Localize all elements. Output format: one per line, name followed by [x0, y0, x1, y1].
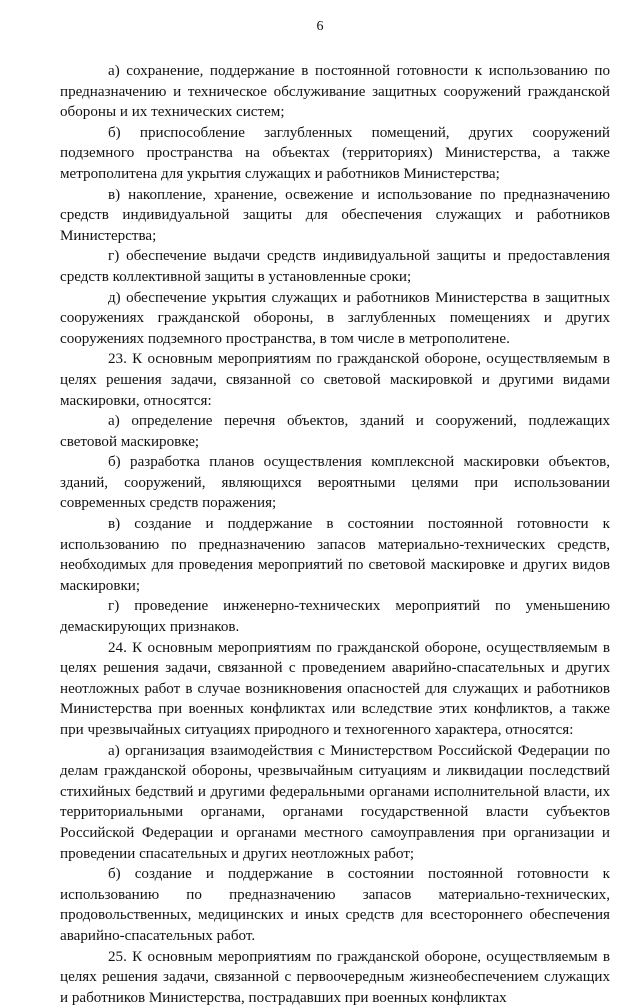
paragraph-23d: г) проведение инженерно-технических мероприятий по уменьшению демаскирующих признаков.	[60, 598, 610, 636]
paragraph-24: 24. К основным мероприятиям по гражданской обороне, осуществляемым в целях решения задачи, связанной с проведением аварийно-спасательных и других неотложных работ в случае возникновения опасностей для служащих и работников Министерства при военных конфликтах или вследствие этих конфликтов, а также при чрезвычайных ситуациях природного и техногенного характера, относятся:	[60, 639, 610, 738]
paragraph-1b: б) приспособление заглубленных помещений, других сооружений подземного пространства на объектах (территориях) Министерства, а также метрополитена для укрытия служащих и работников Министерства;	[60, 124, 610, 182]
body-text	[60, 61, 610, 1008]
paragraph-1e: д) обеспечение укрытия служащих и работников Министерства в защитных сооружениях гражданской обороны, в заглубленных помещениях и других сооружениях подземного пространства, в том числе в метрополитене.	[60, 289, 610, 347]
paragraph-23c: в) создание и поддержание в состоянии постоянной готовности к использованию по предназначению запасов материально-технических средств, необходимых для проведения мероприятий по световой маскировке и других видов маскировки;	[60, 516, 610, 594]
page-number: 6	[316, 19, 324, 34]
paragraph-23b: б) разработка планов осуществления комплексной маскировки объектов, зданий, сооружений, являющихся вероятными целями при использовании современных средств поражения;	[60, 454, 610, 512]
paragraph-23: 23. К основным мероприятиям по гражданской обороне, осуществляемым в целях решения задачи, связанной со световой маскировкой и другими видами маскировки, относятся:	[60, 351, 610, 409]
paragraph-24a: а) организация взаимодействия с Министерством Российской Федерации по делам гражданской обороны, чрезвычайным ситуациям и ликвидации последствий стихийных бедствий и другими федеральными органами исполнительной власти, их территориальными органами, органами государственной власти субъектов Российской Федерации и органами местного самоуправления при организации и проведении спасательных и других неотложных работ;	[60, 742, 610, 862]
paragraph-25: 25. К основным мероприятиям по гражданской обороне, осуществляемым в целях решения задачи, связанной с первоочередным жизнеобеспечением служащих и работников Министерства, пострадавших при военных конфликтах	[60, 948, 610, 1006]
paragraph-1d: г) обеспечение выдачи средств индивидуальной защиты и предоставления средств коллективной защиты в установленные сроки;	[60, 248, 610, 285]
paragraph-1a: а) сохранение, поддержание в постоянной готовности к использованию по предназначению и техническое обслуживание защитных сооружений гражданской обороны и их технических систем;	[60, 63, 610, 121]
paragraph-24b: б) создание и поддержание в состоянии постоянной готовности к использованию по предназначению запасов материально-технических, продовольственных, медицинских и иных средств для всестороннего обеспечения аварийно-спасательных работ.	[60, 866, 610, 944]
paragraph-1c: в) накопление, хранение, освежение и использование по предназначению средств индивидуальной защиты для обеспечения служащих и работников Министерства;	[60, 186, 610, 244]
paragraph-23a: а) определение перечня объектов, зданий и сооружений, подлежащих световой маскировке;	[60, 413, 610, 450]
